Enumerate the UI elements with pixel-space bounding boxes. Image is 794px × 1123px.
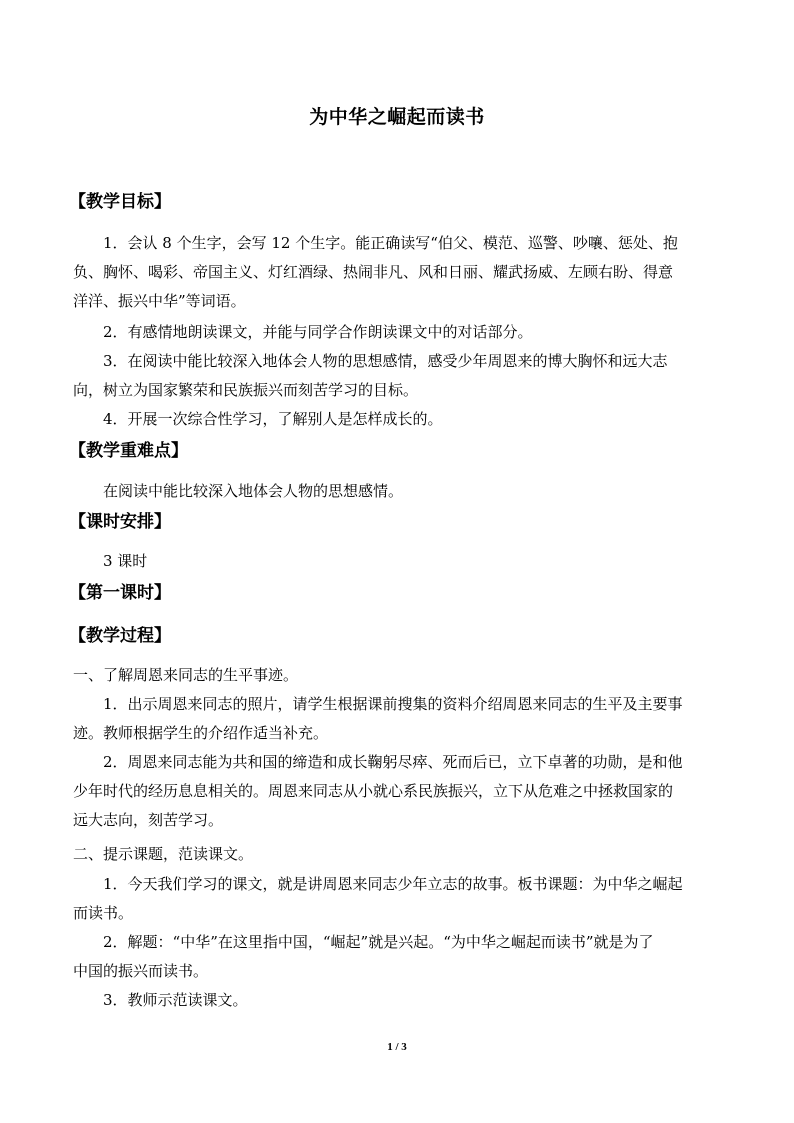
step-1: 一、了解周恩来同志的生平事迹。 <box>73 666 299 684</box>
step-2-2-line-1: 2．解题：“中华”在这里指中国，“崛起”就是兴起。“为中华之崛起而读书”就是为了 <box>103 933 654 951</box>
heading-teaching-process: 【教学过程】 <box>69 626 171 646</box>
goal-3-line-2: 向，树立为国家繁荣和民族振兴而刻苦学习的目标。 <box>73 381 419 399</box>
goal-3-line-1: 3．在阅读中能比较深入地体会人物的思想感情，感受少年周恩来的博大胸怀和远大志 <box>103 352 668 370</box>
goal-2: 2．有感情地朗读课文，并能与同学合作朗读课文中的对话部分。 <box>103 323 533 341</box>
goal-1-line-3: 洋洋、振兴中华”等词语。 <box>73 292 246 310</box>
step-2-1-line-2: 而读书。 <box>73 904 134 922</box>
page-number: 1 / 3 <box>387 1041 407 1053</box>
step-1-2-line-3: 远大志向，刻苦学习。 <box>73 811 224 829</box>
heading-lesson-1: 【第一课时】 <box>69 583 171 603</box>
heading-key-points: 【教学重难点】 <box>69 441 188 461</box>
document-title: 为中华之崛起而读书 <box>309 106 485 128</box>
step-2-3: 3．教师示范读课文。 <box>103 991 248 1009</box>
step-2-1-line-1: 1．今天我们学习的课文，就是讲周恩来同志少年立志的故事。板书课题：为中华之崛起 <box>103 875 683 893</box>
step-1-2-line-2: 少年时代的经历息息相关的。周恩来同志从小就心系民族振兴，立下从危难之中拯救国家的 <box>73 782 674 800</box>
step-1-2-line-1: 2．周恩来同志能为共和国的缔造和成长鞠躬尽瘁、死而后已，立下卓著的功勋，是和他 <box>103 753 683 771</box>
heading-schedule: 【课时安排】 <box>69 512 171 532</box>
goal-4: 4．开展一次综合性学习，了解别人是怎样成长的。 <box>103 410 443 428</box>
step-2-2-line-2: 中国的振兴而读书。 <box>73 962 209 980</box>
goal-1-line-1: 1．会认 8 个生字，会写 12 个生字。能正确读写“伯父、模范、巡警、吵嚷、惩处、抱 <box>103 234 678 252</box>
key-points-text: 在阅读中能比较深入地体会人物的思想感情。 <box>103 482 404 500</box>
step-1-1-line-2: 迹。教师根据学生的介绍作适当补充。 <box>73 724 329 742</box>
goal-1-line-2: 负、胸怀、喝彩、帝国主义、灯红酒绿、热闹非凡、风和日丽、耀武扬威、左顾右盼、得意 <box>73 263 674 281</box>
schedule-text: 3 课时 <box>103 552 148 570</box>
step-2: 二、提示课题，范读课文。 <box>73 845 254 863</box>
step-1-1-line-1: 1．出示周恩来同志的照片，请学生根据课前搜集的资料介绍周恩来同志的生平及主要事 <box>103 695 683 713</box>
heading-teaching-goals: 【教学目标】 <box>69 192 171 212</box>
